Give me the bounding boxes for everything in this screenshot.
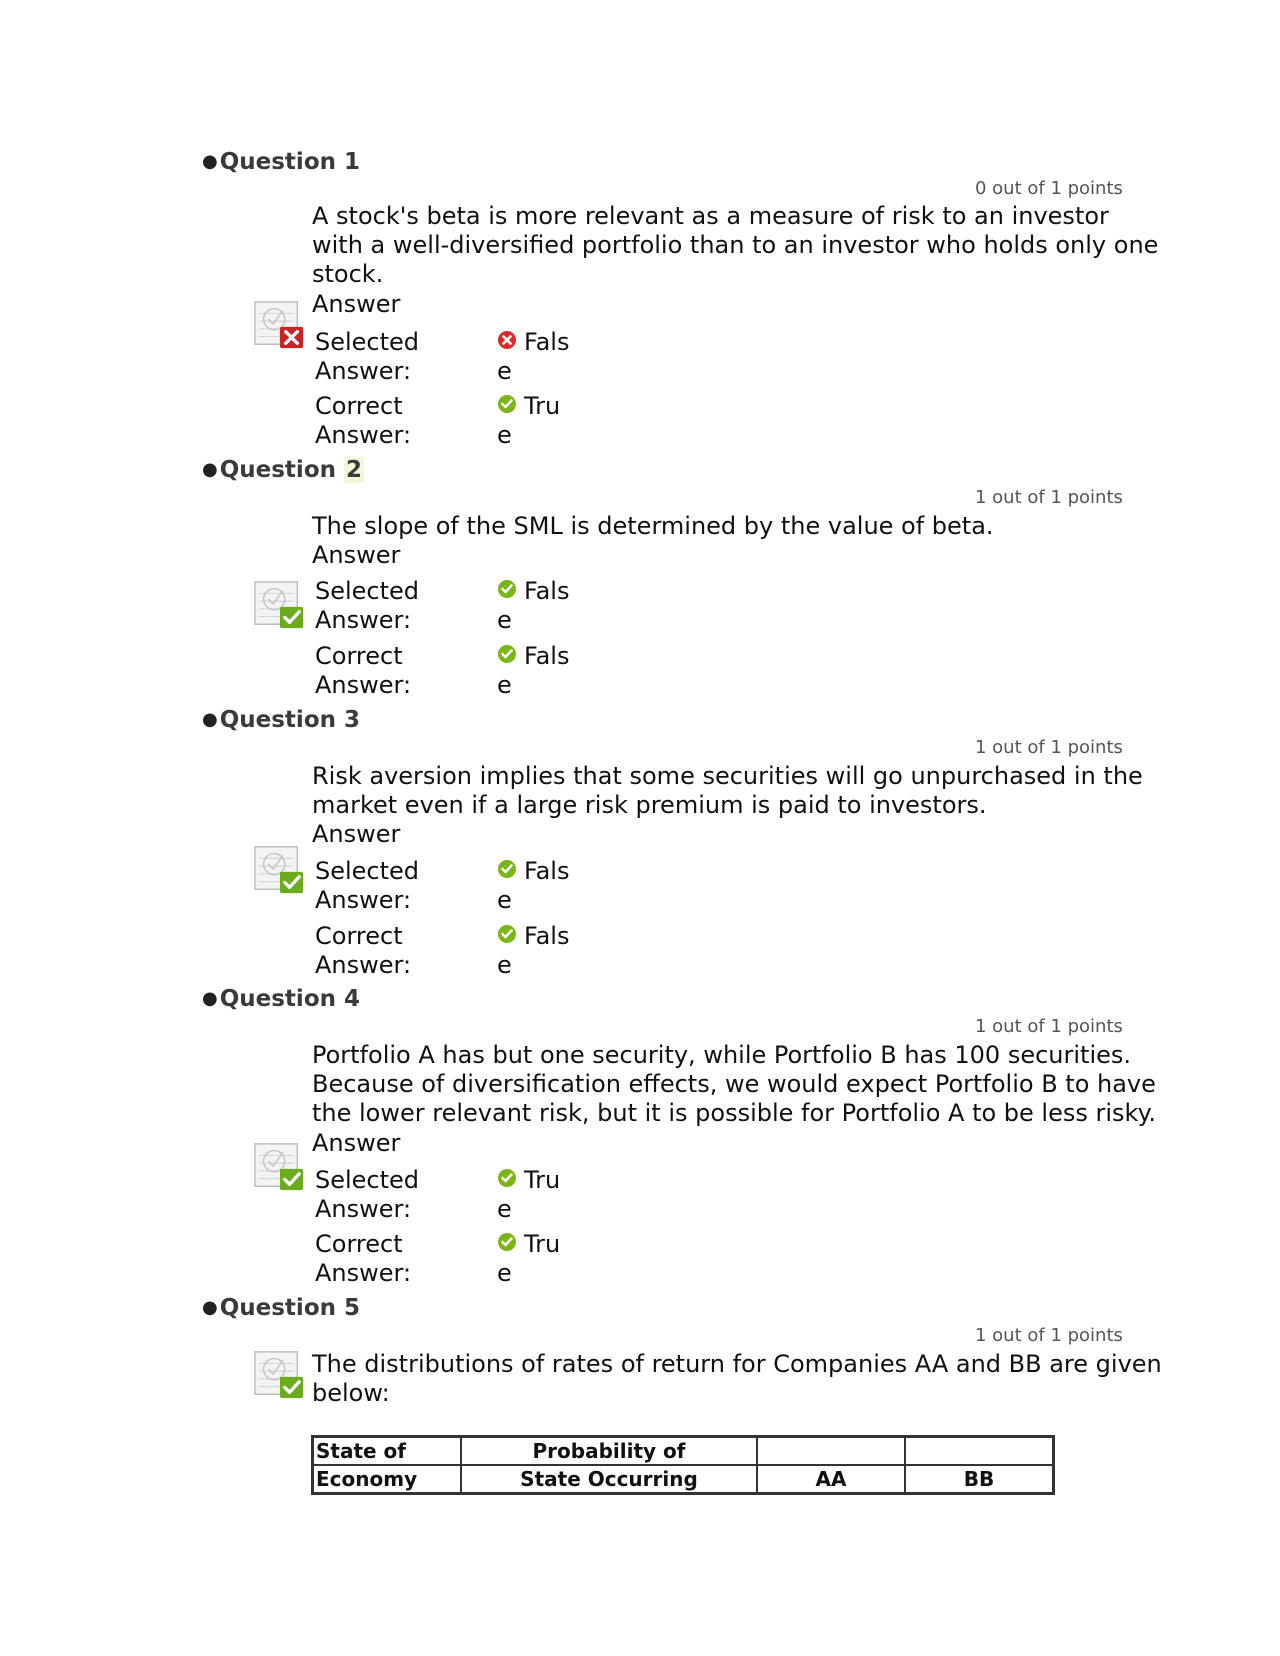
correct-answer-label: Correct Answer: <box>315 642 412 699</box>
correct-answer-label: Correct Answer: <box>315 1230 412 1287</box>
question-text: The distributions of rates of return for Companies AA and BB are given below: <box>312 1350 1162 1407</box>
question-text: A stock's beta is more relevant as a measure of risk to an investor with a well-diversified portfolio than to an investor who holds only one stock. <box>312 202 1159 288</box>
question-1-heading[interactable] <box>202 149 360 175</box>
correct-icon <box>497 859 517 879</box>
selected-answer-label: Selected Answer: <box>315 1166 420 1223</box>
points-label: 1 out of 1 points <box>975 1325 1123 1346</box>
incorrect-icon <box>497 330 517 350</box>
question-3-heading[interactable] <box>202 707 360 733</box>
correct-icon <box>497 1168 517 1188</box>
correct-icon <box>497 1232 517 1252</box>
table-header-cell: State Occurring <box>461 1465 757 1494</box>
correct-status-icon <box>252 843 306 895</box>
question-4-heading[interactable] <box>202 986 360 1012</box>
points-label: 1 out of 1 points <box>975 487 1123 508</box>
selected-answer-label: Selected Answer: <box>315 857 420 914</box>
points-label: 1 out of 1 points <box>975 1016 1123 1037</box>
correct-answer-value: Fals e <box>497 922 570 979</box>
correct-answer-value: Tru e <box>497 392 561 449</box>
correct-icon <box>497 924 517 944</box>
table-header-row <box>313 1437 1054 1466</box>
incorrect-status-icon <box>252 298 306 350</box>
bullet: ● <box>202 151 218 172</box>
bullet: ● <box>202 1297 218 1318</box>
bullet: ● <box>202 988 218 1009</box>
table-header-row <box>313 1465 1054 1494</box>
table-header-cell <box>905 1437 1054 1466</box>
bullet: ● <box>202 459 218 480</box>
correct-answer-label: Correct Answer: <box>315 922 412 979</box>
answer-heading: Answer <box>312 290 401 318</box>
question-text: The slope of the SML is determined by the value of beta. <box>312 512 994 540</box>
question-title: Question 3 <box>219 707 360 733</box>
correct-icon <box>497 394 517 414</box>
question-2-heading[interactable] <box>202 457 364 483</box>
selected-answer-label: Selected Answer: <box>315 328 420 385</box>
correct-status-icon <box>252 1348 306 1400</box>
table-header-cell <box>757 1437 905 1466</box>
question-title: Question 2 <box>219 457 363 483</box>
answer-heading: Answer <box>312 820 401 848</box>
selected-answer-value: Fals e <box>497 857 570 914</box>
bullet: ● <box>202 709 218 730</box>
selected-answer-value: Tru e <box>497 1166 561 1223</box>
table-header-cell: AA <box>757 1465 905 1494</box>
answer-heading: Answer <box>312 541 401 569</box>
answer-heading: Answer <box>312 1129 401 1157</box>
correct-status-icon <box>252 1140 306 1192</box>
correct-answer-value: Fals e <box>497 642 570 699</box>
correct-status-icon <box>252 578 306 630</box>
points-label: 0 out of 1 points <box>975 178 1123 199</box>
points-label: 1 out of 1 points <box>975 737 1123 758</box>
question-title: Question 4 <box>219 986 360 1012</box>
correct-icon <box>497 579 517 599</box>
question-title: Question 1 <box>219 149 360 175</box>
return-distribution-table <box>311 1435 1055 1495</box>
correct-answer-value: Tru e <box>497 1230 561 1287</box>
question-text: Risk aversion implies that some securities will go unpurchased in the market even if a large risk premium is paid to investors. <box>312 762 1143 819</box>
selected-answer-label: Selected Answer: <box>315 577 420 634</box>
question-5-heading[interactable] <box>202 1295 360 1321</box>
correct-icon <box>497 644 517 664</box>
selected-answer-value: Fals e <box>497 328 570 385</box>
question-title: Question 5 <box>219 1295 360 1321</box>
table-header-cell: State of <box>313 1437 462 1466</box>
table-header-cell: Probability of <box>461 1437 757 1466</box>
table-header-cell: BB <box>905 1465 1054 1494</box>
correct-answer-label: Correct Answer: <box>315 392 412 449</box>
question-text: Portfolio A has but one security, while Portfolio B has 100 securities. Because of diversification effects, we would expect Portfolio B to have the lower relevant risk, but it is possible for Portfolio A to be less risky. <box>312 1041 1156 1127</box>
selected-answer-value: Fals e <box>497 577 570 634</box>
table-header-cell: Economy <box>313 1465 462 1494</box>
